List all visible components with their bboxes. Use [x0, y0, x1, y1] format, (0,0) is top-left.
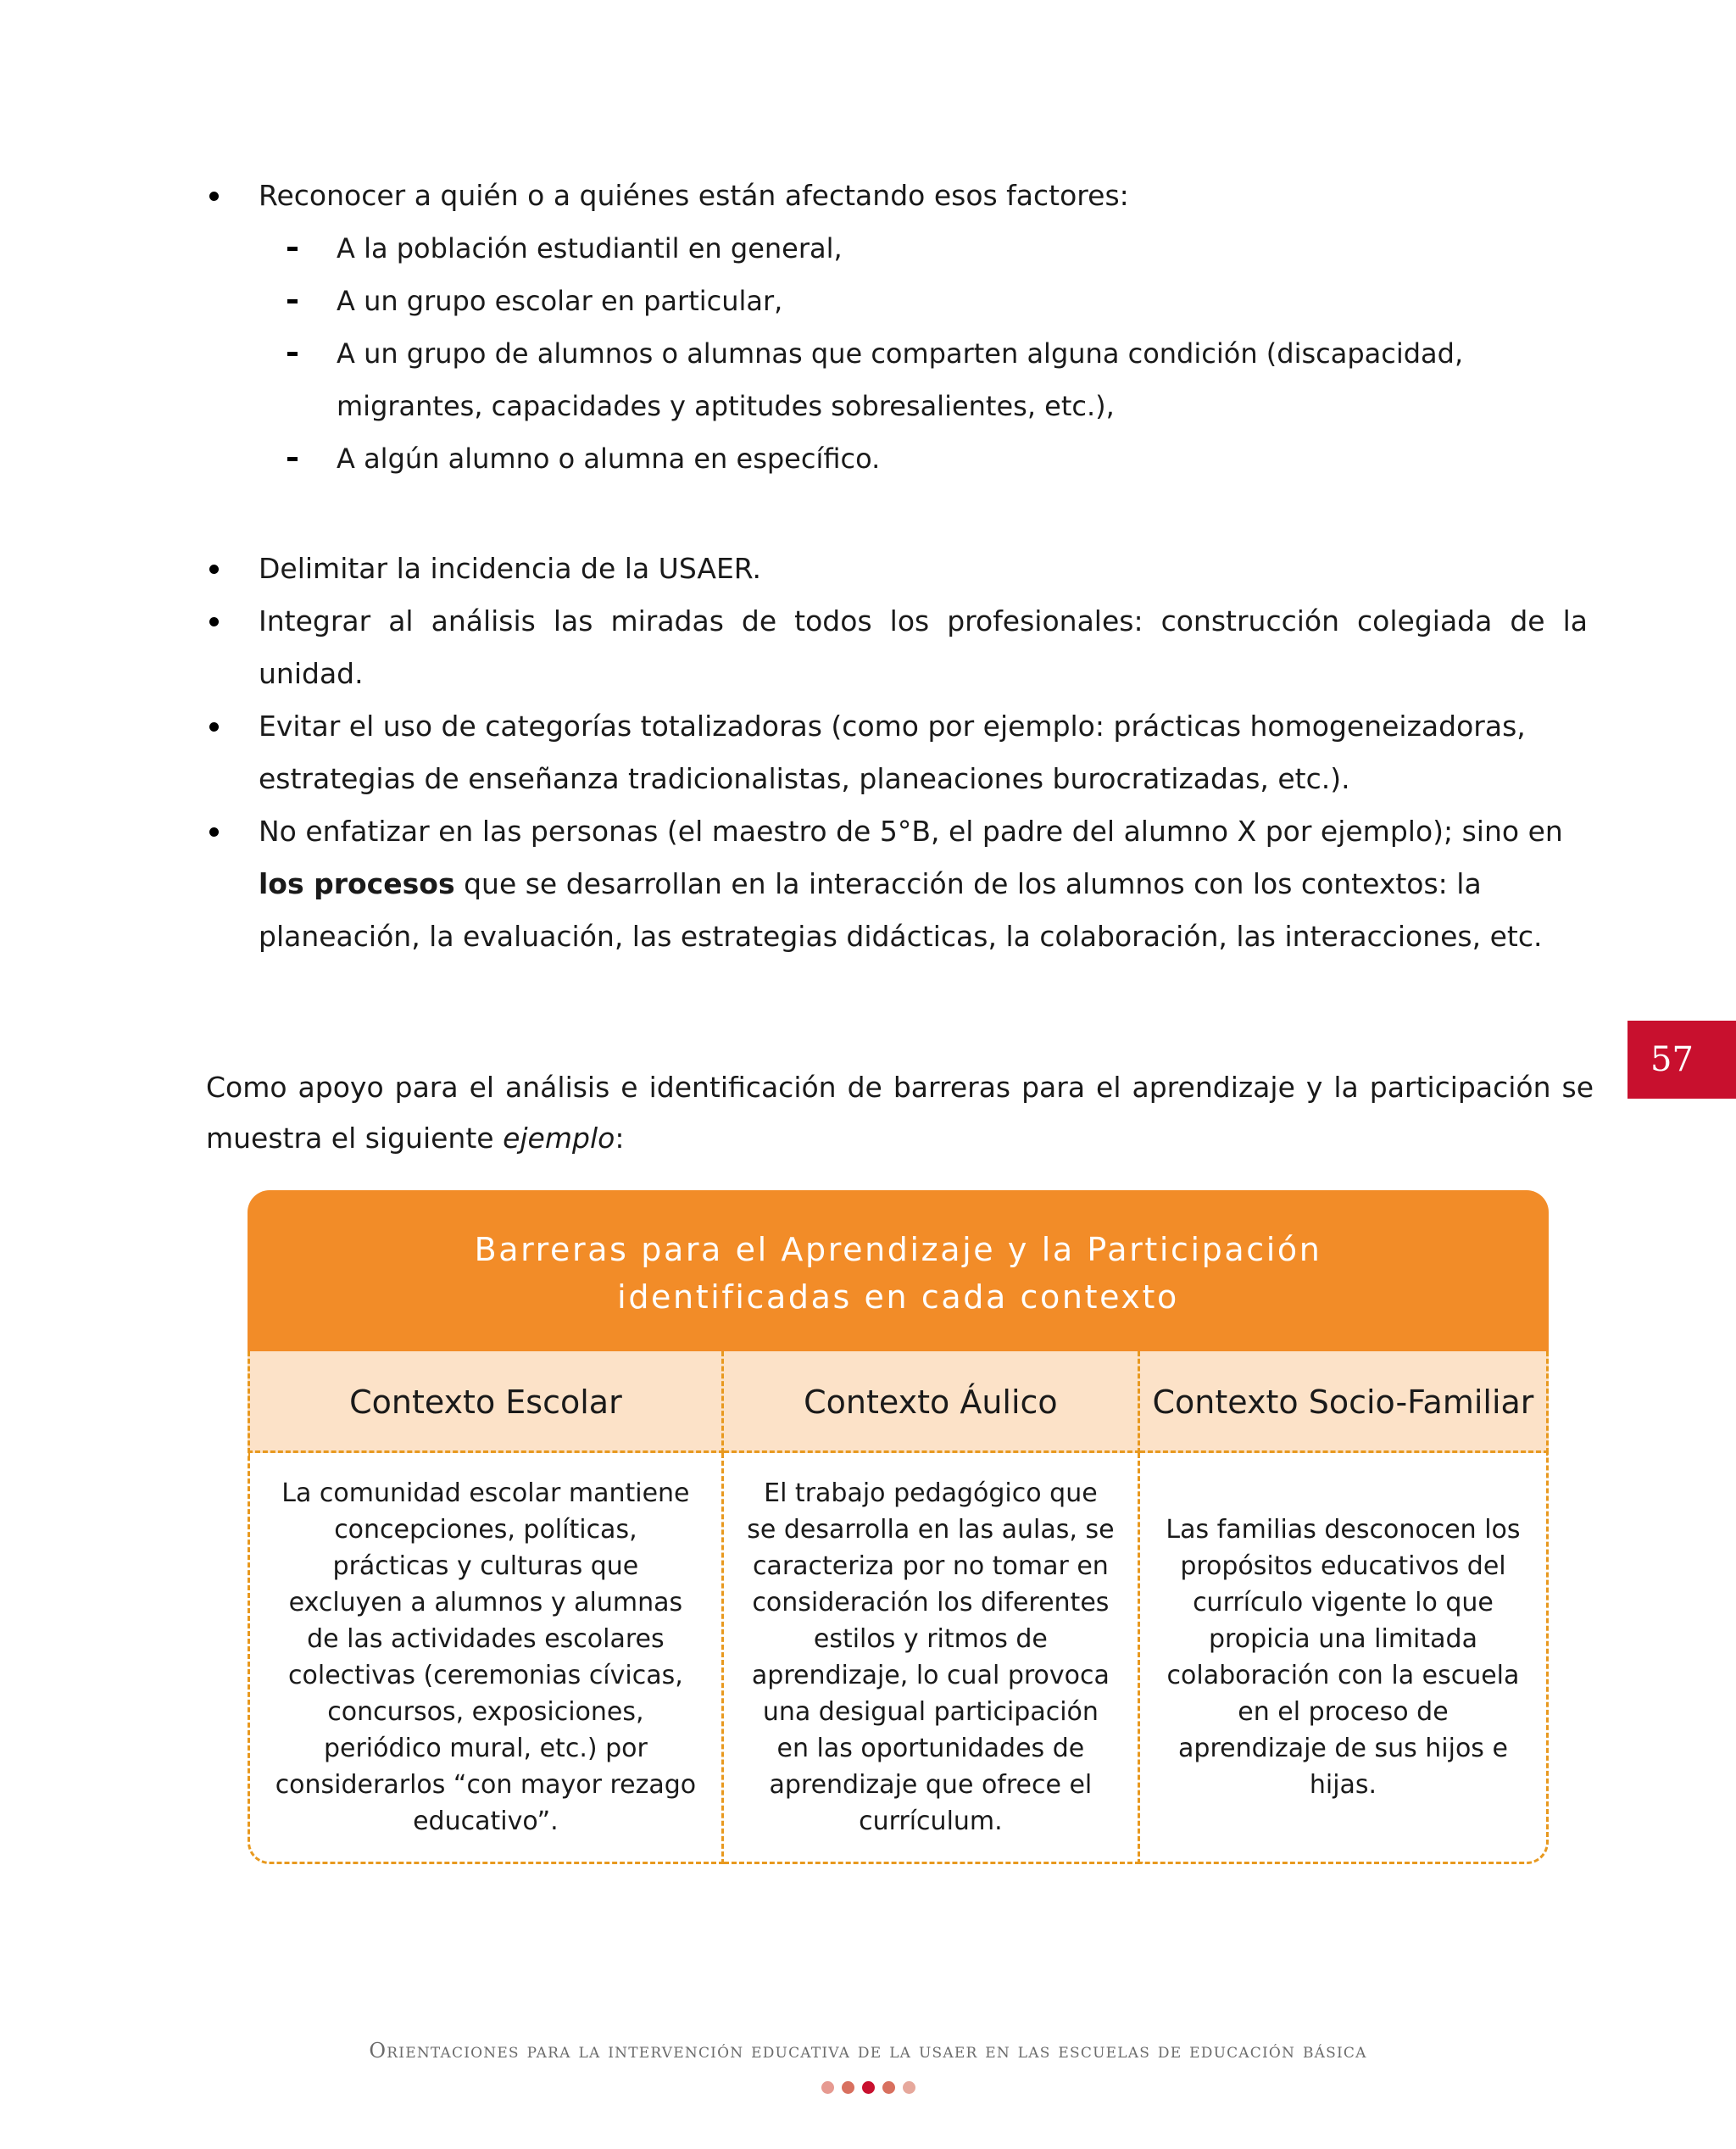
list-item [287, 327, 1588, 432]
footer-dots-ornament [0, 2081, 1736, 2094]
bullet-dash-icon [287, 432, 337, 485]
page-number: 57 [1650, 1040, 1694, 1079]
footer-dot-icon [821, 2081, 834, 2094]
list-item [287, 275, 1588, 327]
footer-dot-icon [862, 2081, 875, 2094]
bullet-dash-icon [287, 275, 337, 327]
footer-title: Orientaciones para la intervención educativa de la usaer en las escuelas de educación básica [369, 2039, 1367, 2063]
paragraph-text: Como apoyo para el análisis e identificación de barreras para el aprendizaje y la participación se muestra el siguiente [206, 1071, 1594, 1155]
list-item-label: Integrar al análisis las miradas de todos los profesionales: construcción colegiada de la unidad. [259, 604, 1588, 690]
list-item [206, 543, 1588, 595]
list-item-label: A un grupo escolar en particular, [337, 285, 783, 317]
bullet-dot-icon [206, 170, 259, 222]
intro-paragraph [206, 1062, 1594, 1164]
list-item-label: A la población estudiantil en general, [337, 232, 843, 264]
bullet-dot-icon [206, 595, 259, 648]
footer-dot-icon [903, 2081, 915, 2094]
list-item [206, 805, 1588, 963]
table-title-line2: identificadas en cada contexto [617, 1278, 1179, 1316]
table-cell-contexto-escolar [248, 1453, 724, 1864]
list-item [287, 432, 1588, 485]
bullet-dash-icon [287, 222, 337, 275]
list-item-label: A un grupo de alumnos o alumnas que comparten alguna condición (discapacidad, migrantes, capacidades y aptitudes sobresalientes, etc.), [337, 337, 1464, 422]
table-header-row [248, 1351, 1549, 1453]
list-item [206, 170, 1588, 222]
table-column-header: Contexto Áulico [724, 1351, 1140, 1453]
table-cell-contexto-socio-familiar [1140, 1453, 1549, 1864]
list-item [206, 595, 1588, 700]
text-segment: que se desarrollan en la interacción de los alumnos con los contextos: la planeación, la evaluación, las estrategias didácticas, la colaboración, las interacciones, etc. [259, 867, 1543, 953]
footer-dot-icon [882, 2081, 895, 2094]
bullet-dot-icon [206, 805, 259, 858]
bullet-list [206, 170, 1588, 963]
spacer [206, 485, 1588, 543]
bullet-dot-icon [206, 700, 259, 753]
cell-text: Las familias desconocen los propósitos educativos del currículo vigente lo que propicia una limitada colaboración con la escuela en el proceso de aprendizaje de sus hijos e hijas. [1166, 1515, 1521, 1800]
list-item-label: A algún alumno o alumna en específico. [337, 443, 881, 475]
footer-dot-icon [842, 2081, 854, 2094]
table-column-header: Contexto Socio-Familiar [1140, 1351, 1549, 1453]
list-item [206, 700, 1588, 805]
text-segment: No enfatizar en las personas (el maestro de 5°B, el padre del alumno X por ejemplo); sino en [259, 815, 1563, 848]
list-item-label: Delimitar la incidencia de la USAER. [259, 552, 762, 585]
text-segment-bold: los procesos [259, 867, 455, 900]
cell-text: La comunidad escolar mantiene concepciones, políticas, prácticas y culturas que excluyen a alumnos y alumnas de las actividades escolares colectivas (ceremonias cívicas, concursos, exposiciones, periódico mural, etc.) por considerarlos “con mayor rezago educativo”. [275, 1478, 697, 1836]
list-item-label [259, 805, 1588, 963]
bullet-dot-icon [206, 543, 259, 595]
cell-text: El trabajo pedagógico que se desarrolla en las aulas, se caracteriza por no tomar en consideración los diferentes estilos y ritmos de aprendizaje, lo cual provoca una desigual participación en las oportunidades de aprendizaje que ofrece el currículum. [747, 1478, 1115, 1836]
barriers-table [248, 1190, 1549, 1864]
table-cell-contexto-aulico [724, 1453, 1140, 1864]
page-footer [0, 2039, 1736, 2094]
paragraph-emphasis: ejemplo [503, 1122, 615, 1155]
list-item-label: Reconocer a quién o a quiénes están afectando esos factores: [259, 179, 1129, 212]
list-item [287, 222, 1588, 275]
table-title-line1: Barreras para el Aprendizaje y la Participación [474, 1231, 1322, 1268]
paragraph-text-end: : [615, 1122, 625, 1155]
table-column-header: Contexto Escolar [248, 1351, 724, 1453]
table-title-banner [248, 1190, 1549, 1351]
bullet-dash-icon [287, 327, 337, 380]
table-row [248, 1453, 1549, 1864]
list-item-label: Evitar el uso de categorías totalizadoras (como por ejemplo: prácticas homogeneizadoras, estrategias de enseñanza tradicionalistas, planeaciones burocratizadas, etc.). [259, 710, 1526, 795]
page-number-badge [1628, 1021, 1736, 1099]
